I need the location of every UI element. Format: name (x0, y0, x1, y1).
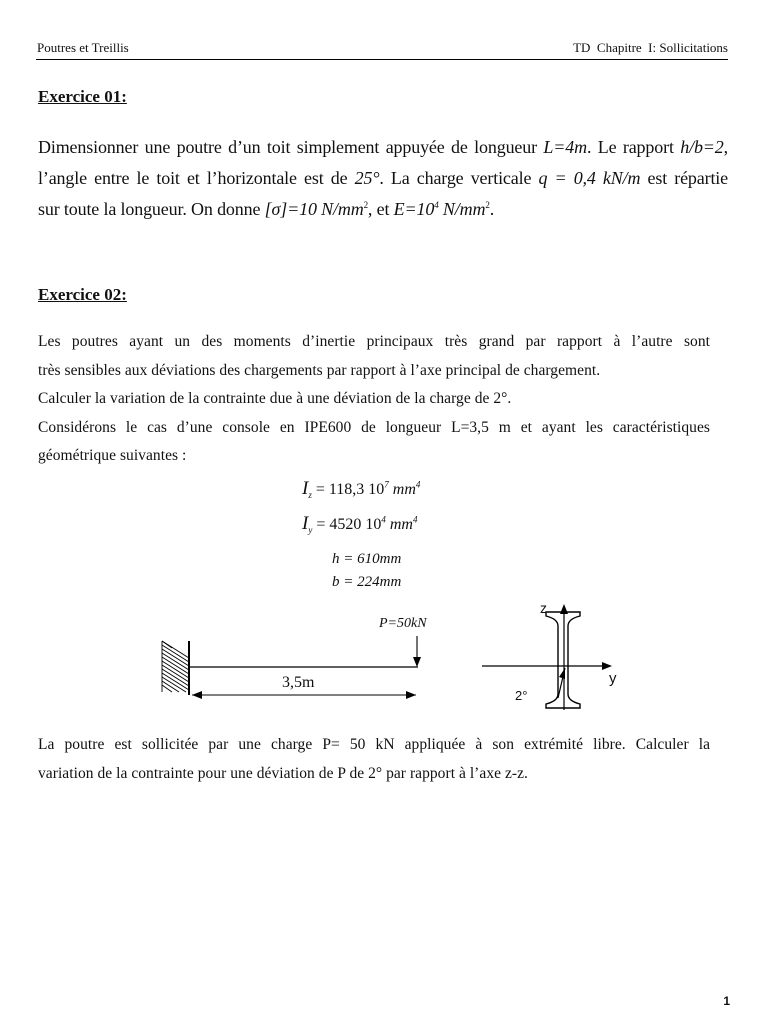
ex2-line-6: La poutre est sollicitée par une charge P= 50 kN appliquée à son extrémité libre. Calculer la (38, 736, 710, 753)
ex2-line-4: Considérons le cas d’une console en IPE600 de longueur L=3,5 m et ayant les caractéristiques (38, 418, 710, 436)
axis-y-label: y (609, 670, 617, 687)
cross-section-diagram (478, 598, 618, 718)
formula-b: b = 224mm (332, 574, 402, 590)
formula-iy: $I_y = 4520$ $10^4$ $mm^4$ (302, 513, 418, 536)
angle-label: 2° (515, 688, 528, 703)
axis-z (560, 604, 568, 710)
axis-y (482, 662, 612, 670)
i-beam-section (546, 612, 580, 708)
formula-iz: $I_z = 118,3$ $10^7$ $mm^4$ (302, 478, 421, 501)
fixed-support (160, 641, 190, 695)
exercise-01-text (38, 132, 728, 225)
load-label: P=50kN (379, 616, 427, 631)
ex2-line-3: Calculer la variation de la contrainte due à une déviation de la charge de 2°. (38, 390, 512, 407)
dimension-arrow (192, 691, 416, 699)
ex1-line-3: sur toute la longueur. On donne [σ]=10 $N/mm^2$, et $E=10^4$ $N/mm^2$. (38, 199, 495, 219)
load-arrow (413, 636, 421, 667)
exercise-01-title: Exercice 01: (38, 87, 127, 106)
ex2-line-1: Les poutres ayant un des moments d’inertie principaux très grand par rapport à l’autre sont (38, 333, 710, 350)
formula-h: h = 610mm (332, 551, 402, 567)
header-divider (36, 59, 728, 60)
ex2-line-5: géométrique suivantes : (38, 447, 187, 464)
length-label: 3,5m (282, 674, 315, 691)
exercise-02-title: Exercice 02: (38, 285, 127, 304)
exercise-02-intro (38, 328, 710, 471)
ex1-line-1: Dimensionner une poutre d’un toit simplement appuyée de longueur L=4m. Le rapport h/b=2, (38, 137, 729, 157)
header-left: Poutres et Treillis (37, 40, 129, 55)
header-right: TD Chapitre I: Sollicitations (573, 40, 728, 55)
cantilever-diagram (150, 600, 480, 710)
axis-z-label: z (540, 600, 547, 616)
page-number: 1 (723, 994, 730, 1008)
ex2-line-7: variation de la contrainte pour une déviation de P de 2° par rapport à l’axe z-z. (38, 764, 528, 782)
ex1-line-2: l’angle entre le toit et l’horizontale est de 25°. La charge verticale q = 0,4 kN/m est répartie (38, 168, 728, 188)
ex2-line-2: très sensibles aux déviations des chargements par rapport à l’axe principal de chargement. (38, 361, 601, 379)
exercise-02-question (38, 731, 710, 788)
